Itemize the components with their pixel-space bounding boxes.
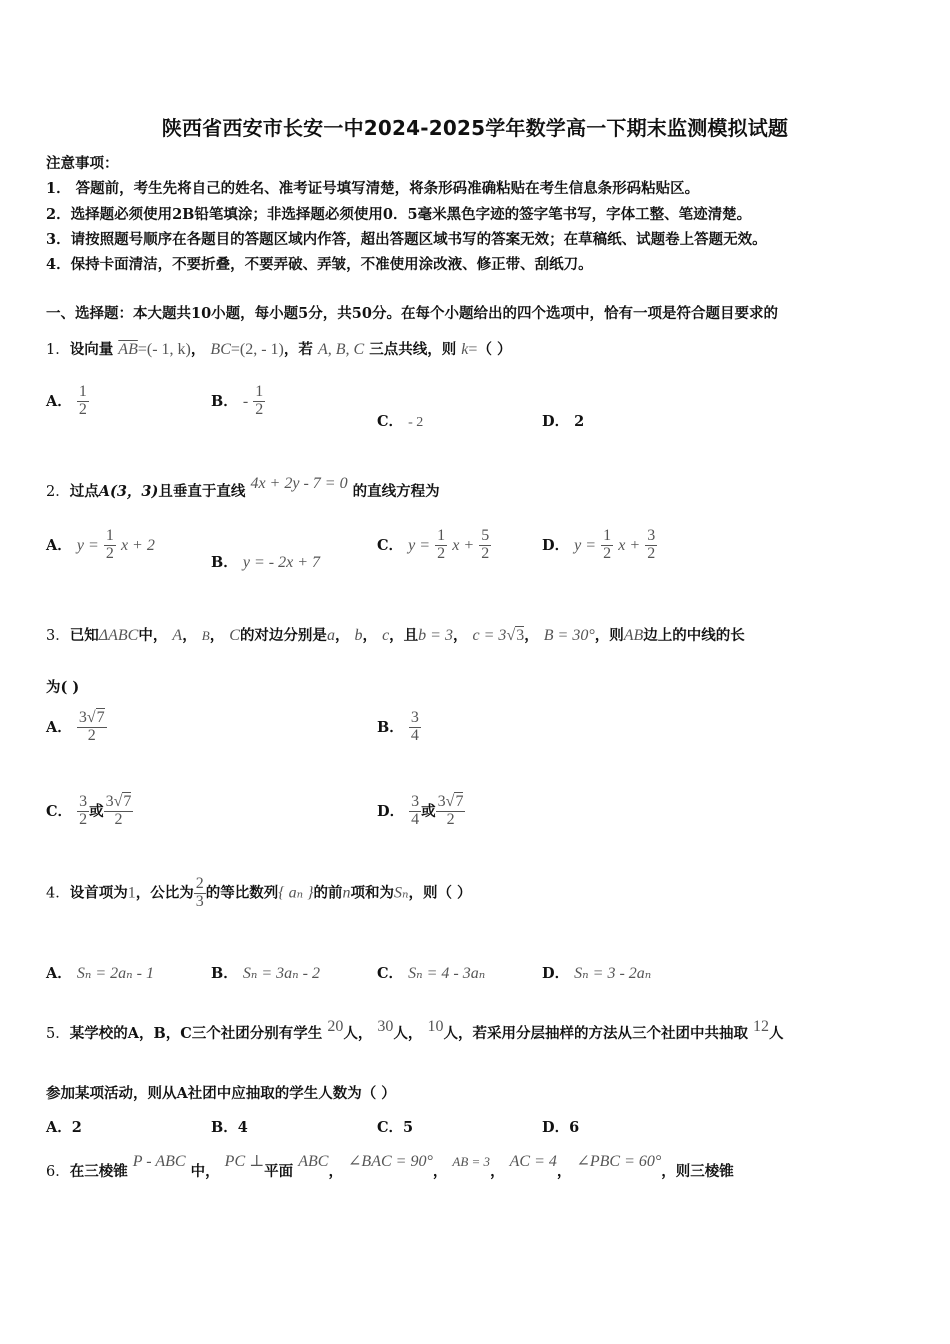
ratio-fraction <box>194 876 206 911</box>
option-label: D． <box>542 413 570 430</box>
option-label: C． <box>377 965 404 982</box>
numerator <box>104 794 134 812</box>
q4-option-a[interactable] <box>46 962 154 983</box>
option-label: C． <box>46 802 73 820</box>
q2-option-b[interactable] <box>211 551 320 572</box>
sqrt-sign: √ <box>86 709 96 726</box>
fraction <box>77 384 89 419</box>
q6-text: 中， <box>190 1163 220 1180</box>
q4-option-c[interactable] <box>377 962 485 983</box>
sqrt-sign: √ <box>506 627 516 644</box>
option-label: D． <box>542 965 570 982</box>
count-a: 20 <box>327 1018 344 1035</box>
q4-text: 设首项为 <box>69 884 128 902</box>
radicand: 7 <box>123 793 132 810</box>
denominator: 2 <box>481 544 490 562</box>
var-n: n <box>342 884 351 902</box>
q1-option-b[interactable] <box>211 384 265 419</box>
fraction <box>601 528 613 563</box>
numerator: 1 <box>603 527 612 544</box>
option-label: B． <box>211 554 238 571</box>
separator: ， <box>432 1163 448 1180</box>
fraction <box>77 710 107 745</box>
sqrt-sign: √ <box>445 793 455 810</box>
option-label: B． <box>211 392 238 410</box>
side-c: c <box>382 627 390 644</box>
option-value: 4 <box>237 1119 248 1136</box>
sqrt-sign: √ <box>113 793 123 810</box>
numerator: 1 <box>255 383 264 400</box>
first-term: 1 <box>127 884 136 902</box>
b-value: b = 3 <box>418 627 453 644</box>
q5-option-c[interactable] <box>377 1116 413 1137</box>
radicand: 3 <box>516 627 525 644</box>
q3-text: 已知 <box>69 627 99 644</box>
or-text: 或 <box>421 802 436 820</box>
denominator: 2 <box>603 544 612 562</box>
page-title: 陕西省西安市长安一中2024-2025学年数学高一下期末监测模拟试题 <box>161 116 789 140</box>
q3-text: 中， <box>138 627 168 644</box>
q2-option-a[interactable] <box>46 528 155 563</box>
separator: ， <box>182 627 197 644</box>
question-number: 6． <box>46 1164 70 1180</box>
plane-abc: ABC <box>298 1153 329 1170</box>
question-2 <box>46 475 440 501</box>
ac-length: AC = 4 <box>509 1153 557 1170</box>
q1-text: 设向量 <box>69 341 114 358</box>
denominator: 2 <box>255 400 264 418</box>
count-b: 30 <box>377 1018 394 1035</box>
fraction <box>409 794 421 829</box>
sample-size: 12 <box>753 1018 770 1035</box>
numerator: 2 <box>195 875 204 892</box>
line-equation: 4x + 2y - 7 = 0 <box>250 475 348 492</box>
q4-option-b[interactable] <box>211 962 320 983</box>
point-a: A(3，3) <box>98 483 159 500</box>
minus-sign: - <box>242 392 249 410</box>
separator: ， <box>209 627 225 644</box>
q2-text: 过点 <box>69 483 99 500</box>
fraction <box>436 794 466 829</box>
denominator: 4 <box>410 726 419 744</box>
q5-option-d[interactable] <box>542 1116 579 1137</box>
question-number: 4． <box>46 885 70 902</box>
question-1 <box>46 338 512 359</box>
denominator: 2 <box>87 726 96 744</box>
sum-sn: Sₙ <box>394 884 409 902</box>
question-number: 3． <box>46 628 70 644</box>
option-value: - 2 <box>408 415 424 430</box>
option-label: A． <box>46 718 72 736</box>
angle-c: C <box>229 627 240 644</box>
option-label: B． <box>211 965 238 982</box>
coefficient: 3 <box>437 793 446 810</box>
question-5-line2: 参加某项活动，则从A社团中应抽取的学生人数为（ ） <box>46 1085 396 1102</box>
denominator: 2 <box>437 544 446 562</box>
q2-text: 且垂直于直线 <box>158 483 246 500</box>
numerator: 3 <box>79 793 88 810</box>
q1-text: ，若 <box>283 341 313 358</box>
q3-text: 边上的中线的长 <box>643 627 745 644</box>
denominator: 2 <box>446 810 455 828</box>
count-c: 10 <box>427 1018 444 1035</box>
q4-text: 的前 <box>313 884 343 902</box>
numerator <box>436 794 466 812</box>
notice-heading: 注意事项： <box>46 155 119 172</box>
vector-bc-label: BC <box>210 341 231 358</box>
option-label: C． <box>377 1119 404 1136</box>
denominator: 2 <box>114 810 123 828</box>
numerator: 3 <box>647 527 656 544</box>
separator: ， <box>490 1163 505 1180</box>
equals: = <box>468 341 478 358</box>
option-label: D． <box>542 1119 570 1136</box>
expr-prefix: y = <box>408 536 431 554</box>
question-5 <box>46 1018 784 1043</box>
separator: ， <box>452 627 468 644</box>
option-value: 6 <box>569 1119 580 1136</box>
option-value: Sₙ = 3 - 2aₙ <box>574 965 652 982</box>
q5-text: 人，若采用分层抽样的方法从三个社团中共抽取 <box>443 1025 748 1042</box>
notice-item-3: 3．请按照题号顺序在各题目的答题区域内作答，超出答题区域书写的答案无效；在草稿纸、试题卷上答题无效。 <box>46 231 767 248</box>
option-label: D． <box>377 802 405 820</box>
side-ab: AB <box>623 627 644 644</box>
separator: ， <box>524 627 539 644</box>
option-label: C． <box>377 536 404 554</box>
q3-option-a[interactable] <box>46 710 107 745</box>
option-value: Sₙ = 3aₙ - 2 <box>242 965 320 982</box>
q3-text: ，且 <box>389 627 419 644</box>
expr-mid: x + <box>452 536 475 554</box>
separator: ， <box>334 627 350 644</box>
fraction <box>435 528 447 563</box>
question-number: 2． <box>46 484 70 500</box>
denominator: 2 <box>78 400 87 418</box>
q5-text: 某学校的A，B，C三个社团分别有学生 <box>69 1025 323 1042</box>
option-value: Sₙ = 4 - 3aₙ <box>408 965 486 982</box>
q2-option-c[interactable] <box>377 528 491 563</box>
option-label: C． <box>377 413 404 430</box>
radicand: 7 <box>455 793 464 810</box>
angle-b-value: B = 30° <box>543 627 595 644</box>
q3-text: ，则 <box>594 627 624 644</box>
notice-item-2: 2．选择题必须使用2B铅笔填涂；非选择题必须使用0．5毫米黑色字迹的签字笔书写，字体工整、笔迹清楚。 <box>46 206 752 223</box>
numerator: 3 <box>411 793 420 810</box>
separator: ， <box>190 341 206 358</box>
option-value: 2 <box>71 1119 82 1136</box>
vector-ab <box>118 341 138 359</box>
fraction <box>104 528 116 563</box>
var-k: k <box>461 341 469 358</box>
vector-bc-value: =(2, - 1) <box>230 341 284 358</box>
answer-blank: （ ） <box>477 341 512 358</box>
q5-text: 人， <box>343 1025 373 1042</box>
side-a: a <box>326 627 335 644</box>
expr-suffix: x + 2 <box>120 536 155 554</box>
denominator: 3 <box>195 892 204 910</box>
option-value: y = - 2x + 7 <box>242 554 320 571</box>
numerator: 1 <box>437 527 446 544</box>
fraction <box>645 528 657 563</box>
option-label: B． <box>211 1119 238 1136</box>
fraction <box>479 528 491 563</box>
option-label: B． <box>377 718 404 736</box>
radicand: 7 <box>96 709 105 726</box>
q3-option-c[interactable] <box>46 794 133 829</box>
separator: ， <box>362 627 377 644</box>
vector-ab-value: =(- 1, k) <box>137 341 191 358</box>
angle-b: B <box>201 628 210 643</box>
denominator: 2 <box>79 810 88 828</box>
q4-text: 项和为 <box>350 884 395 902</box>
q4-text: 的等比数列 <box>205 884 279 902</box>
expr-prefix: y = <box>574 536 597 554</box>
fraction <box>253 384 265 419</box>
denominator: 2 <box>647 544 656 562</box>
notice-item-4: 4．保持卡面清洁，不要折叠，不要弄破、弄皱，不准使用涂改液、修正带、刮纸刀。 <box>46 256 593 273</box>
q1-option-d[interactable] <box>542 410 584 431</box>
q1-text: 三点共线，则 <box>369 341 457 358</box>
numerator: 1 <box>78 383 87 400</box>
option-label: D． <box>542 536 570 554</box>
question-number: 1． <box>46 342 70 358</box>
option-label: A． <box>46 965 72 982</box>
angle-a: A <box>172 627 183 644</box>
option-label: A． <box>46 1119 72 1136</box>
q5-text: 人 <box>769 1025 784 1042</box>
q1-option-c[interactable] <box>377 410 423 431</box>
separator: ， <box>328 1163 343 1180</box>
q3-option-d[interactable] <box>377 794 465 829</box>
numerator: 1 <box>105 527 114 544</box>
q2-option-d[interactable] <box>542 528 657 563</box>
option-value: 2 <box>574 413 585 430</box>
question-4 <box>46 876 472 911</box>
option-label: A． <box>46 536 72 554</box>
notice-item-1: 1． 答题前，考生先将自己的姓名、准考证号填写清楚，将条形码准确粘贴在考生信息条形码粘贴区。 <box>46 180 700 197</box>
angle-pbc: ∠PBC = 60° <box>576 1153 662 1170</box>
question-number: 5． <box>46 1026 70 1042</box>
denominator: 4 <box>411 810 420 828</box>
fraction <box>409 710 421 745</box>
fraction <box>104 794 134 829</box>
angle-bac: ∠BAC = 90° <box>348 1153 433 1170</box>
c-value: c = 3 <box>472 627 507 644</box>
question-3 <box>46 624 745 645</box>
q4-text: ，则（ ） <box>408 884 472 902</box>
q6-text: ，则三棱锥 <box>661 1163 734 1180</box>
q6-text: 在三棱锥 <box>69 1163 128 1180</box>
coefficient: 3 <box>78 709 87 726</box>
fraction <box>77 794 89 829</box>
q5-option-b[interactable] <box>211 1116 248 1137</box>
denominator: 2 <box>105 544 114 562</box>
section-heading: 一、选择题：本大题共10小题，每小题5分，共50分。在每个小题给出的四个选项中，恰有一项是符合题目要求的 <box>46 305 778 322</box>
sequence: { aₙ } <box>278 884 314 902</box>
q5-option-a[interactable] <box>46 1116 82 1137</box>
expr-prefix: y = <box>76 536 99 554</box>
pyramid: P - ABC <box>132 1153 186 1170</box>
points-abc: A, B, C <box>317 341 365 358</box>
q1-option-a[interactable] <box>46 384 89 419</box>
q4-text: ，公比为 <box>135 884 194 902</box>
coefficient: 3 <box>105 793 114 810</box>
q3-text: 的对边分别是 <box>239 627 327 644</box>
question-6 <box>46 1153 734 1181</box>
side-b: b <box>354 627 363 644</box>
ab-length: AB = 3 <box>452 1154 491 1169</box>
expr-mid: x + <box>618 536 641 554</box>
option-value: 5 <box>403 1119 414 1136</box>
triangle: ΔABC <box>98 627 139 644</box>
option-value: Sₙ = 2aₙ - 1 <box>76 965 154 982</box>
q4-option-d[interactable] <box>542 962 651 983</box>
numerator <box>77 710 107 728</box>
question-3-line2: 为( ) <box>46 679 80 696</box>
pc-perpendicular: PC ⊥ <box>224 1153 265 1170</box>
q6-text: 平面 <box>264 1163 294 1180</box>
q3-option-b[interactable] <box>377 710 421 745</box>
q2-text: 的直线方程为 <box>352 483 440 500</box>
q5-text: 人， <box>393 1025 423 1042</box>
or-text: 或 <box>89 802 104 820</box>
option-label: A． <box>46 392 72 410</box>
numerator: 3 <box>410 709 419 726</box>
vector-ab-label: $\overline{AB}$ <box>118 341 138 358</box>
separator: ， <box>556 1163 572 1180</box>
numerator: 5 <box>481 527 490 544</box>
